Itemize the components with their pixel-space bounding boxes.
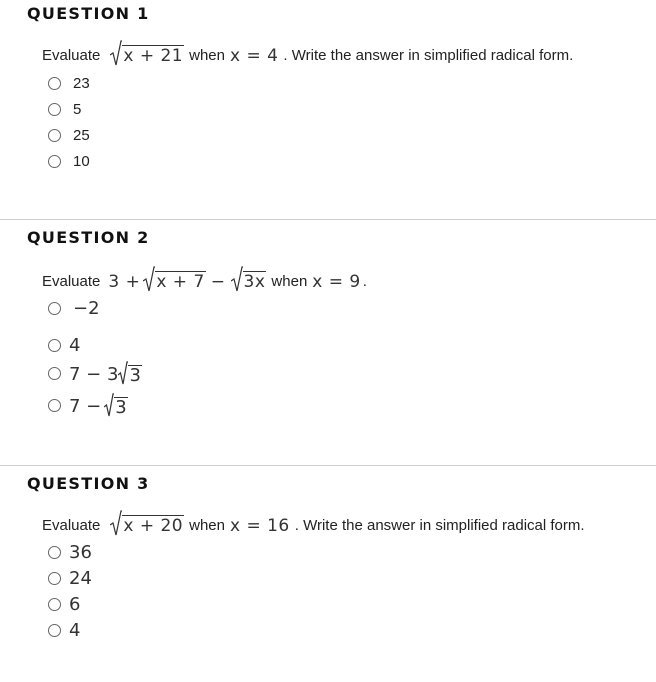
question-1-prompt bbox=[42, 40, 573, 66]
expression-lead: 3 + bbox=[108, 272, 141, 292]
question-2-option-2[interactable] bbox=[48, 335, 80, 356]
prompt-condition: x = 4 bbox=[229, 46, 279, 66]
prompt-when: when bbox=[271, 273, 308, 290]
radio-button[interactable] bbox=[48, 624, 61, 637]
radical-sign-icon bbox=[110, 510, 122, 536]
prompt-evaluate: Evaluate bbox=[42, 273, 101, 290]
question-3-option-3[interactable] bbox=[48, 594, 80, 615]
radicand: 3 bbox=[129, 365, 141, 386]
radicand: x + 7 bbox=[156, 272, 205, 292]
option-label: 4 bbox=[69, 335, 81, 356]
question-2-option-4[interactable] bbox=[48, 393, 128, 417]
question-2-prompt bbox=[42, 266, 367, 292]
radio-button[interactable] bbox=[48, 339, 61, 352]
prompt-condition: x = 9 bbox=[312, 272, 361, 292]
option-label: 10 bbox=[73, 153, 90, 170]
radical-sign-icon bbox=[143, 266, 155, 292]
expression-minus: − bbox=[210, 272, 226, 292]
option-label: 24 bbox=[69, 568, 92, 589]
prompt-when: when bbox=[189, 517, 225, 534]
radicand: 3 bbox=[115, 397, 127, 418]
radical-sign-icon bbox=[110, 40, 122, 66]
question-3-option-1[interactable] bbox=[48, 542, 92, 563]
radio-button[interactable] bbox=[48, 598, 61, 611]
option-label bbox=[69, 393, 128, 417]
radical-expression-2 bbox=[231, 266, 267, 292]
radicand: x + 21 bbox=[123, 46, 184, 66]
section-divider bbox=[0, 465, 656, 466]
option-label: 6 bbox=[69, 594, 81, 615]
radio-button[interactable] bbox=[48, 155, 61, 168]
prompt-instruction: . Write the answer in simplified radical form. bbox=[294, 517, 585, 534]
radio-button[interactable] bbox=[48, 129, 61, 142]
question-3-option-2[interactable] bbox=[48, 568, 92, 589]
option-lead: 7 − 3 bbox=[69, 364, 119, 385]
question-1-title: QUESTION 1 bbox=[27, 4, 150, 23]
radical-expression bbox=[104, 393, 127, 417]
option-label: 4 bbox=[69, 620, 81, 641]
option-label bbox=[69, 361, 142, 385]
radio-button[interactable] bbox=[48, 546, 61, 559]
radio-button[interactable] bbox=[48, 367, 61, 380]
prompt-when: when bbox=[189, 47, 225, 64]
prompt-condition: x = 16 bbox=[229, 516, 290, 536]
option-label: 36 bbox=[69, 542, 92, 563]
prompt-evaluate: Evaluate bbox=[42, 47, 101, 64]
question-3-option-4[interactable] bbox=[48, 620, 80, 641]
radicand: x + 20 bbox=[123, 516, 184, 536]
question-1-option-4[interactable] bbox=[48, 153, 90, 170]
question-2-option-3[interactable] bbox=[48, 361, 142, 385]
radio-button[interactable] bbox=[48, 399, 61, 412]
option-label: 25 bbox=[73, 127, 90, 144]
question-3-prompt bbox=[42, 510, 585, 536]
radicand: 3x bbox=[243, 272, 266, 292]
radical-expression bbox=[110, 510, 184, 536]
question-2-option-1[interactable] bbox=[48, 298, 100, 319]
option-label: 5 bbox=[73, 101, 82, 118]
option-lead: 7 − bbox=[69, 396, 102, 417]
radical-expression bbox=[110, 40, 184, 66]
question-3-title: QUESTION 3 bbox=[27, 474, 150, 493]
radical-sign-icon bbox=[104, 393, 114, 417]
radio-button[interactable] bbox=[48, 77, 61, 90]
radical-expression bbox=[118, 361, 141, 385]
prompt-evaluate: Evaluate bbox=[42, 517, 101, 534]
question-2-title: QUESTION 2 bbox=[27, 228, 150, 247]
option-label: 23 bbox=[73, 75, 90, 92]
radical-sign-icon bbox=[231, 266, 243, 292]
radio-button[interactable] bbox=[48, 103, 61, 116]
radical-sign-icon bbox=[118, 361, 128, 385]
radio-button[interactable] bbox=[48, 572, 61, 585]
question-1-option-3[interactable] bbox=[48, 127, 90, 144]
radical-expression-1 bbox=[143, 266, 205, 292]
prompt-instruction: . Write the answer in simplified radical form. bbox=[283, 47, 574, 64]
question-1-option-1[interactable] bbox=[48, 75, 90, 92]
radio-button[interactable] bbox=[48, 302, 61, 315]
prompt-period: . bbox=[362, 273, 367, 290]
question-1-option-2[interactable] bbox=[48, 101, 81, 118]
section-divider bbox=[0, 219, 656, 220]
option-label: −2 bbox=[73, 298, 100, 319]
